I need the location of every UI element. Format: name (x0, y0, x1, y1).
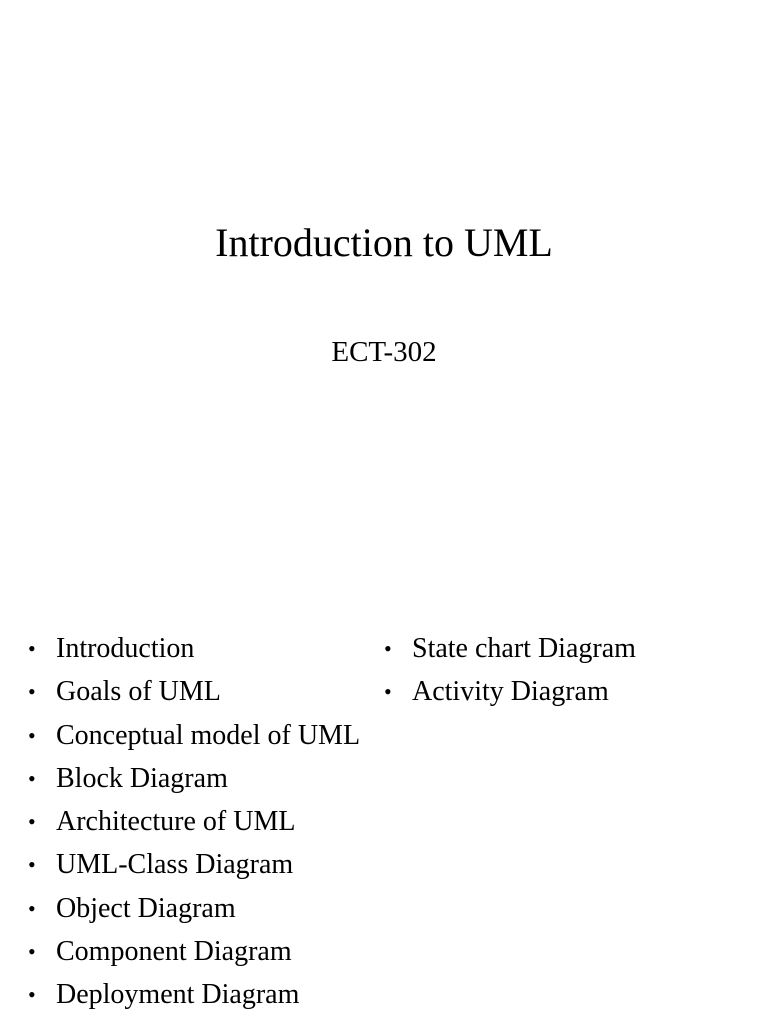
bullet-icon: • (28, 982, 36, 1008)
agenda-item-label: Activity Diagram (412, 676, 609, 708)
agenda-list-right (384, 630, 754, 717)
agenda-item (28, 890, 388, 933)
agenda-item-label: Block Diagram (56, 762, 228, 794)
agenda-list-left (28, 630, 388, 1020)
agenda-item-label: Conceptual model of UML (56, 719, 361, 751)
bullet-icon: • (28, 939, 36, 965)
agenda-item-label: Deployment Diagram (56, 979, 300, 1011)
agenda-item-label: Object Diagram (56, 892, 236, 924)
bullet-icon: • (28, 852, 36, 878)
agenda-item (28, 846, 388, 889)
bullet-icon: • (28, 809, 36, 835)
agenda-item (384, 673, 754, 716)
bullet-icon: • (28, 722, 36, 748)
slide-title: Introduction to UML (215, 220, 553, 265)
agenda-item (28, 803, 388, 846)
agenda-item-label: Architecture of UML (56, 806, 296, 838)
agenda-item-label: Goals of UML (56, 676, 221, 708)
agenda-item (28, 673, 388, 716)
agenda-item (28, 976, 388, 1019)
slide-subtitle: ECT-302 (331, 336, 437, 368)
agenda-item (384, 630, 754, 673)
agenda-item-label: Introduction (56, 633, 195, 664)
bullet-icon: • (384, 679, 392, 705)
bullet-icon: • (28, 895, 36, 921)
agenda-item (28, 630, 388, 673)
agenda-item (28, 933, 388, 976)
bullet-icon: • (384, 636, 392, 661)
agenda-item-label: State chart Diagram (412, 633, 636, 664)
agenda-item (28, 760, 388, 803)
bullet-icon: • (28, 765, 36, 791)
agenda-item-label: Component Diagram (56, 936, 292, 968)
agenda-item-label: UML-Class Diagram (56, 849, 294, 881)
agenda-item (28, 717, 388, 760)
bullet-icon: • (28, 636, 36, 661)
bullet-icon: • (28, 679, 36, 705)
